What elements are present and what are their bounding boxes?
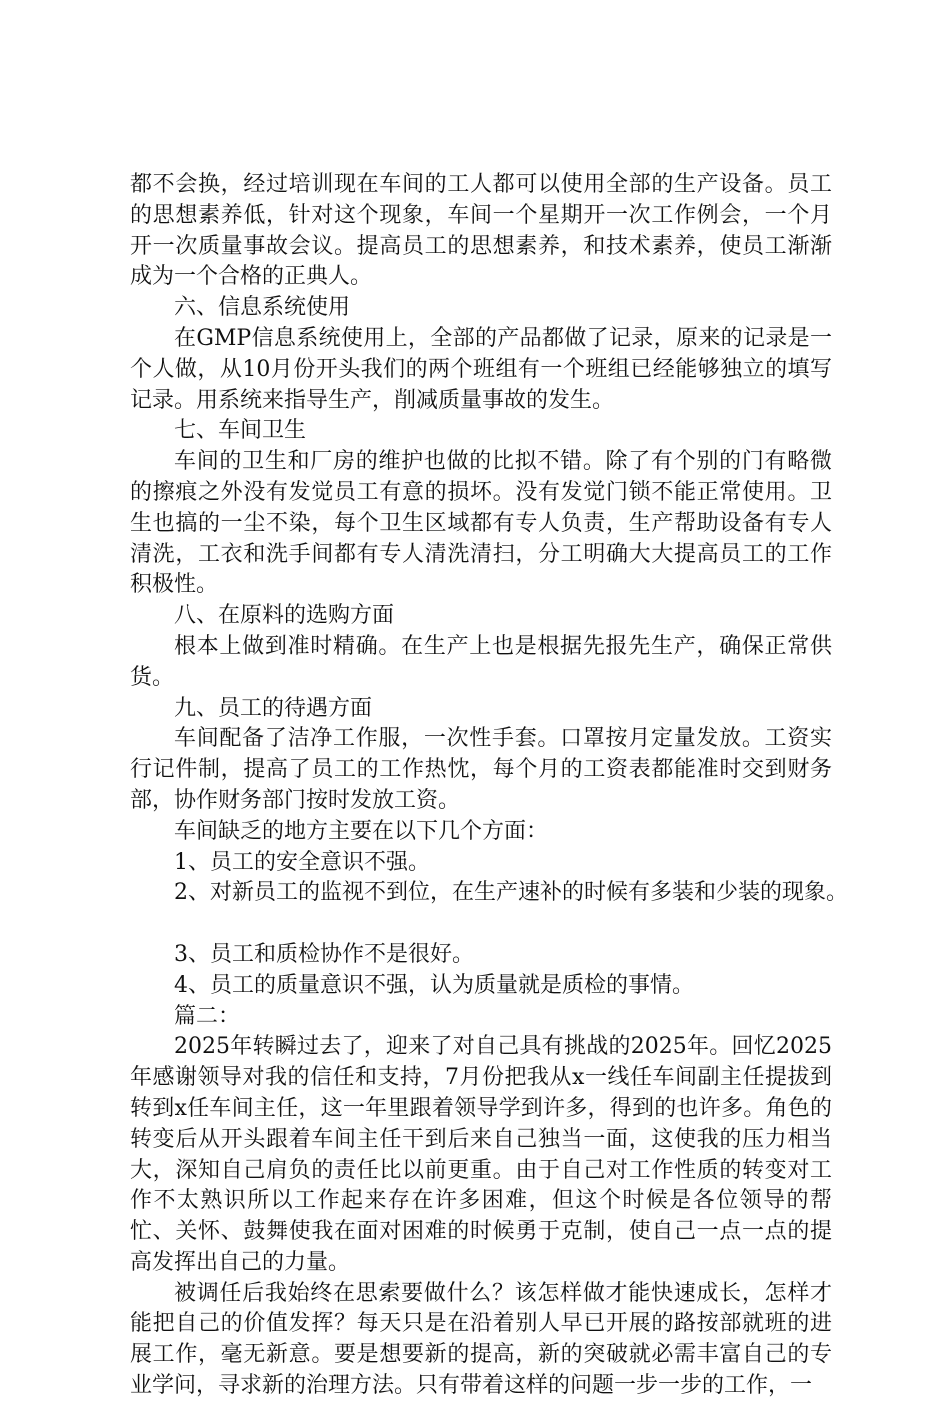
- section-heading-7: 七、车间卫生: [174, 418, 307, 444]
- shortcoming-item: 4、员工的质量意识不强，认为质量就是质检的事情。: [174, 972, 694, 998]
- paragraph-section-8: 根本上做到准时精确。在生产上也是根据先报先生产，确保正常供货。: [130, 633, 832, 690]
- shortcoming-item: 3、员工和质检协作不是很好。: [174, 941, 474, 967]
- paragraph-intro: 都不会换，经过培训现在车间的工人都可以使用全部的生产设备。员工的思想素养低，针对这个现象，车间一个星期开一次工作例会，一个月开一次质量事故会议。提高员工的思想素养，和技术素养，使员工渐渐成为一个合格的正典人。: [130, 172, 832, 290]
- section-heading-6: 六、信息系统使用: [174, 295, 351, 321]
- paragraph-section-6: 在GMP信息系统使用上，全部的产品都做了记录，原来的记录是一个人做，从10月份开头我们的两个班组有一个班组已经能够独立的填写记录。用系统来指导生产，削减质量事故的发生。: [130, 325, 832, 413]
- blank-line: [130, 909, 832, 940]
- part-two-heading: 篇二：: [174, 1003, 241, 1029]
- shortcomings-intro: 车间缺乏的地方主要在以下几个方面：: [174, 818, 549, 844]
- shortcoming-item: 1、员工的安全意识不强。: [174, 849, 430, 875]
- shortcoming-item: 2、对新员工的监视不到位，在生产速补的时候有多装和少装的现象。: [174, 880, 848, 906]
- paragraph-section-7: 车间的卫生和厂房的维护也做的比拟不错。除了有个别的门有略微的擦痕之外没有发觉员工有意的损坏。没有发觉门锁不能正常使用。卫生也搞的一尘不染，每个卫生区域都有专人负责，生产帮助设备有专人清洗，工衣和洗手间都有专人清洗清扫，分工明确大大提高员工的工作积极性。: [130, 449, 832, 598]
- paragraph-part-two-1: 2025年转瞬过去了，迎来了对自己具有挑战的2025年。回忆2025年感谢领导对我的信任和支持，7月份把我从x一线任车间副主任提拔到转到x任车间主任，这一年里跟着领导学到许多，得到的也许多。角色的转变后从开头跟着车间主任干到后来自己独当一面，这使我的压力相当大，深知自己肩负的责任比以前更重。由于自己对工作性质的转变对工作不太熟识所以工作起来存在许多困难，但这个时候是各位领导的帮忙、关怀、鼓舞使我在面对困难的时候勇于克制，使自己一点一点的提高发挥出自己的力量。: [130, 1034, 832, 1275]
- paragraph-part-two-2: 被调任后我始终在思索要做什么？该怎样做才能快速成长，怎样才能把自己的价值发挥？每天只是在沿着别人早已开展的路按部就班的进展工作，毫无新意。要是想要新的提高，新的突破就必需丰富自己的专业学问，寻求新的治理方法。只有带着这样的问题一步一步的工作，一: [130, 1280, 832, 1399]
- paragraph-section-9: 车间配备了洁净工作服，一次性手套。口罩按月定量发放。工资实行记件制，提高了员工的工作热忱，每个月的工资表都能准时交到财务部，协作财务部门按时发放工资。: [130, 726, 832, 813]
- document-body: [130, 170, 848, 1402]
- section-heading-8: 八、在原料的选购方面: [174, 603, 395, 629]
- section-heading-9: 九、员工的待遇方面: [174, 695, 373, 721]
